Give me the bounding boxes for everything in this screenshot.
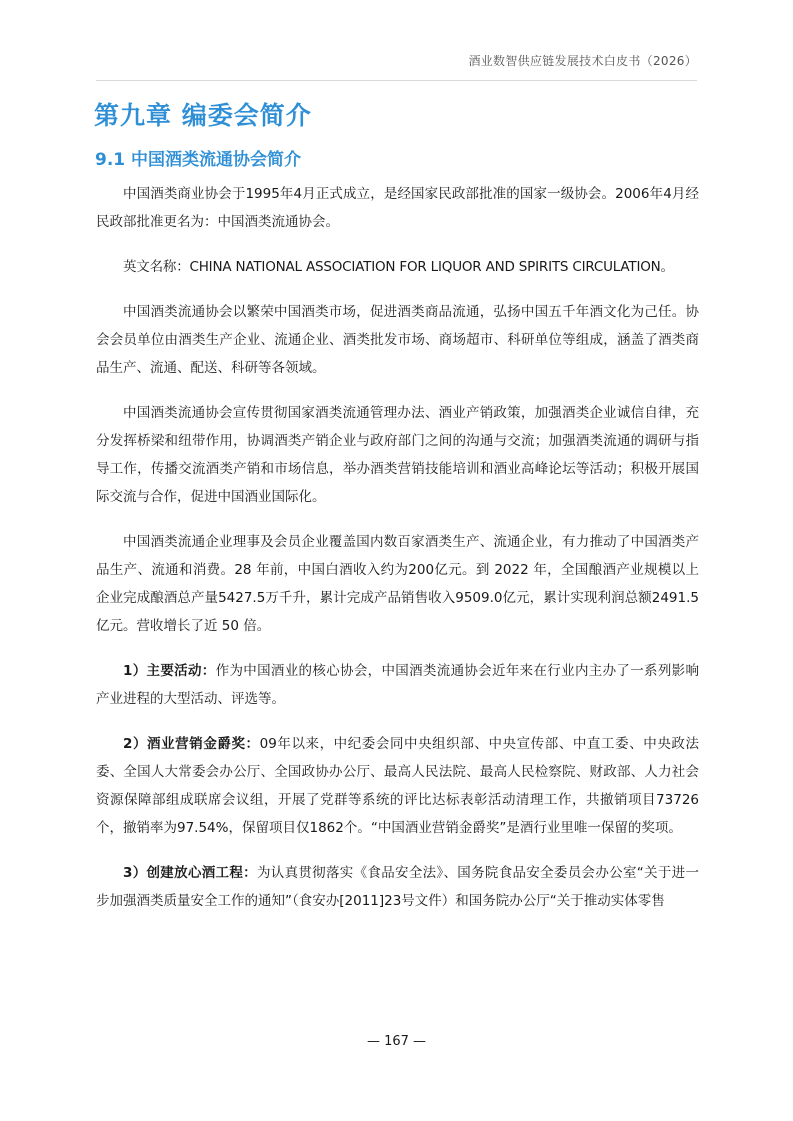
- paragraph-functions: 中国酒类流通协会宣传贯彻国家酒类流通管理办法、酒业产销政策，加强酒类企业诚信自律，充分发挥桥梁和纽带作用，协调酒类产销企业与政府部门之间的沟通与交流；加强酒类流通的调研与指导工作，传播交流酒类产销和市场信息，举办酒类营销技能培训和酒业高峰论坛等活动；积极开展国际交流与合作，促进中国酒业国际化。: [96, 405, 699, 505]
- golden-award-text: 09年以来，中纪委会同中央组织部、中央宣传部、中直工委、中央政法委、全国人大常委会办公厅、全国政协办公厅、最高人民法院、最高人民检察院、财政部、人力社会资源保障部组成联席会议组，开展了党群等系统的评比达标表彰活动清理工作，共撤销项目73726个，撤销率为97.54%，保留项目仅1862个。“中国酒业营销金爵奖”是酒行业里唯一保留的奖项。: [96, 736, 699, 836]
- paragraph-safe-liquor: [96, 859, 699, 915]
- paragraph-golden-award: [96, 730, 699, 842]
- header-title: 酒业数智供应链发展技术白皮书（2026）: [468, 54, 697, 68]
- safe-liquor-label: 3）创建放心酒工程：: [123, 865, 257, 881]
- paragraph-industry-scale: 中国酒类流通企业理事及会员企业覆盖国内数百家酒类生产、流通企业，有力推动了中国酒类产品生产、流通和消费。28 年前，中国白酒收入约为200亿元。到 2022 年，全国酿酒产业规模以上企业完成酿酒总产量5427.5万千升，累计完成产品销售收入9509.0亿元，累计实现利润总额2491.5亿元。营收增长了近 50 倍。: [96, 534, 699, 634]
- golden-award-label: 2）酒业营销金爵奖：: [123, 736, 260, 752]
- chapter-title: 第九章 编委会简介: [94, 101, 312, 130]
- main-activities-text: 作为中国酒业的核心协会，中国酒类流通协会近年来在行业内主办了一系列影响产业进程的大型活动、评选等。: [96, 663, 699, 707]
- paragraph-mission: 中国酒类流通协会以繁荣中国酒类市场，促进酒类商品流通，弘扬中国五千年酒文化为己任。协会会员单位由酒类生产企业、流通企业、酒类批发市场、商场超市、科研单位等组成，涵盖了酒类商品生产、流通、配送、科研等各领域。: [96, 304, 699, 376]
- body-content: [96, 180, 699, 932]
- main-activities-label: 1）主要活动：: [123, 663, 216, 679]
- page-header: [96, 48, 697, 81]
- paragraph-founding: 中国酒类商业协会于1995年4月正式成立，是经国家民政部批准的国家一级协会。2006年4月经民政部批准更名为：中国酒类流通协会。: [96, 186, 699, 230]
- section-title: 9.1 中国酒类流通协会简介: [95, 150, 302, 170]
- paragraph-english-name: 英文名称：CHINA NATIONAL ASSOCIATION FOR LIQUOR AND SPIRITS CIRCULATION。: [123, 259, 674, 275]
- page-number: — 167 —: [366, 1034, 427, 1049]
- paragraph-main-activities: [96, 657, 699, 713]
- safe-liquor-text: 为认真贯彻落实《食品安全法》、国务院食品安全委员会办公室“关于进一步加强酒类质量安全工作的通知”（食安办[2011]23号文件）和国务院办公厅“关于推动实体零售: [96, 865, 699, 909]
